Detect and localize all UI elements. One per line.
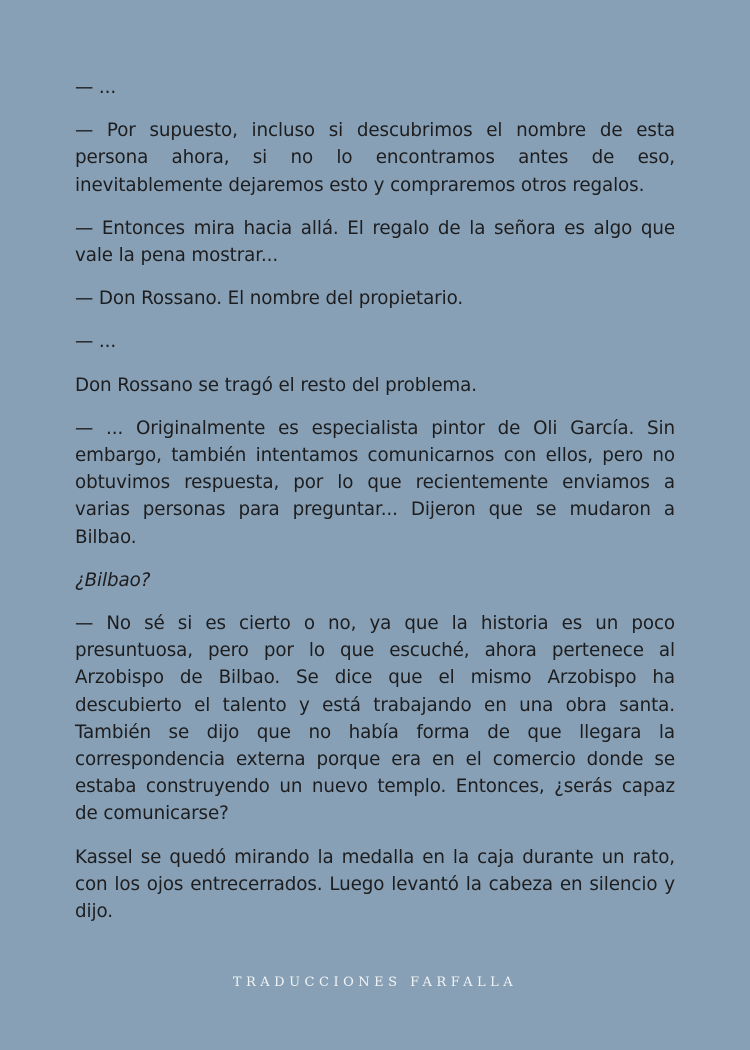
paragraph-6: Don Rossano se tragó el resto del problema. [75,374,477,396]
paragraph-8-thought: ¿Bilbao? [75,569,151,591]
paragraph-4: — Don Rossano. El nombre del propietario. [75,288,464,310]
paragraph-3: — Entonces mira hacia allá. El regalo de la señora es algo que vale la pena mostrar... [75,217,675,267]
footer-credit: TRADUCCIONES FARFALLA [232,975,518,990]
paragraph-7: — ... Originalmente es especialista pintor de Oli García. Sin embargo, también intentamos comunicarnos con ellos, pero no obtuvimos respuesta, por lo que recientemente enviamos a varias personas para preguntar... Dijeron que se mudaron a Bilbao. [75,417,675,548]
paragraph-5: — ... [75,331,117,353]
paragraph-10: Kassel se quedó mirando la medalla en la caja durante un rato, con los ojos entrecerrados. Luego levantó la cabeza en silencio y dijo. [75,846,675,923]
paragraph-1: — ... [75,77,117,98]
page-body [75,74,675,941]
paragraph-9: — No sé si es cierto o no, ya que la historia es un poco presuntuosa, pero por lo que escuché, ahora pertenece al Arzobispo de Bilbao. Se dice que el mismo Arzobispo ha descubierto el talento y está trabajando en una obra santa. También se dijo que no había forma de que llegara la correspondencia externa porque era en el comercio donde se estaba construyendo un nuevo templo. Entonces, ¿serás capaz de comunicarse? [75,613,675,825]
paragraph-2: — Por supuesto, incluso si descubrimos el nombre de esta persona ahora, si no lo encontramos antes de eso, inevitablemente dejaremos esto y compraremos otros regalos. [75,120,675,196]
